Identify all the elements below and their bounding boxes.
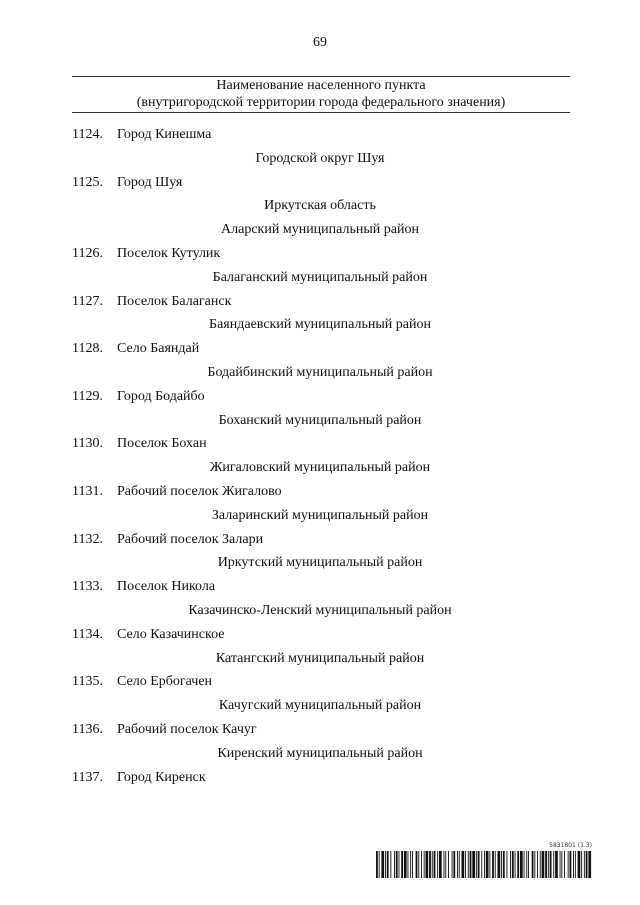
header-top-rule	[72, 76, 570, 77]
list-item	[0, 528, 640, 552]
column-header-line-1: Наименование населенного пункта	[216, 78, 426, 93]
settlement-name: Рабочий поселок Залари	[117, 531, 264, 547]
header-bottom-rule	[72, 112, 570, 113]
district-heading-text: Балаганский муниципальный район	[212, 269, 428, 285]
list-item	[0, 623, 640, 647]
settlement-name: Село Баяндай	[117, 341, 200, 357]
district-heading	[0, 647, 640, 671]
item-number: 1126.	[72, 245, 103, 261]
settlement-name: Город Киренск	[117, 769, 206, 785]
district-heading	[0, 313, 640, 337]
settlement-name: Город Бодайбо	[117, 388, 205, 404]
list-item	[0, 385, 640, 409]
district-heading	[0, 361, 640, 385]
district-heading-text: Казачинско-Ленский муниципальный район	[188, 602, 452, 618]
item-number: 1127.	[72, 293, 103, 309]
district-heading	[0, 456, 640, 480]
settlement-name: Рабочий поселок Качуг	[117, 721, 257, 737]
item-number: 1132.	[72, 531, 103, 547]
list-item	[0, 123, 640, 147]
barcode-block	[376, 842, 592, 882]
list-item	[0, 575, 640, 599]
list-item	[0, 432, 640, 456]
item-number: 1129.	[72, 388, 103, 404]
list-item	[0, 171, 640, 195]
list-item	[0, 718, 640, 742]
item-number: 1125.	[72, 174, 103, 190]
district-heading-text: Иркутский муниципальный район	[217, 555, 423, 571]
district-heading-text: Аларский муниципальный район	[221, 222, 419, 238]
column-header-line-2: (внутригородской территории города федерального значения)	[136, 95, 506, 110]
settlement-name: Город Шуя	[117, 174, 183, 190]
district-heading-text: Боханский муниципальный район	[218, 412, 422, 428]
list-item	[0, 242, 640, 266]
item-number: 1135.	[72, 674, 103, 690]
district-heading	[0, 147, 640, 171]
region-heading	[0, 194, 640, 218]
district-heading-text: Качугский муниципальный район	[218, 698, 422, 714]
district-heading	[0, 409, 640, 433]
district-heading-text: Баяндаевский муниципальный район	[209, 317, 431, 333]
list-item	[0, 670, 640, 694]
barcode-graphic	[376, 851, 592, 878]
district-heading-text: Жигаловский муниципальный район	[209, 460, 431, 476]
settlement-name: Рабочий поселок Жигалово	[117, 483, 282, 499]
item-number: 1134.	[72, 626, 103, 642]
settlement-name: Город Кинешма	[117, 127, 212, 142]
district-heading-text: Киренский муниципальный район	[217, 745, 423, 761]
settlement-name: Поселок Кутулик	[117, 245, 221, 261]
district-heading-text: Бодайбинский муниципальный район	[207, 364, 433, 380]
district-heading	[0, 742, 640, 766]
district-heading-text: Катангский муниципальный район	[215, 650, 425, 666]
item-number: 1131.	[72, 483, 103, 499]
settlement-name: Поселок Никола	[117, 579, 216, 595]
settlement-name: Село Казачинское	[117, 626, 225, 642]
district-heading-text: Заларинский муниципальный район	[211, 507, 429, 523]
item-number: 1136.	[72, 721, 103, 737]
item-number: 1128.	[72, 341, 103, 357]
settlement-name: Поселок Балаганск	[117, 293, 232, 309]
district-heading	[0, 504, 640, 528]
district-heading-text: Городской округ Шуя	[255, 150, 385, 166]
district-heading	[0, 218, 640, 242]
district-heading	[0, 599, 640, 623]
item-number: 1137.	[72, 769, 103, 785]
settlement-name: Поселок Бохан	[117, 436, 207, 452]
list-item	[0, 337, 640, 361]
list-item	[0, 290, 640, 314]
settlement-list	[0, 123, 640, 789]
item-number: 1130.	[72, 436, 103, 452]
region-heading-text: Иркутская область	[264, 198, 376, 214]
item-number: 1124.	[72, 127, 103, 142]
barcode-caption: 5831801 (1.3)	[549, 842, 592, 849]
district-heading	[0, 694, 640, 718]
district-heading	[0, 551, 640, 575]
list-item	[0, 766, 640, 790]
settlement-name: Село Ербогачен	[117, 674, 213, 690]
district-heading	[0, 266, 640, 290]
page-number: 69	[313, 35, 327, 50]
item-number: 1133.	[72, 579, 103, 595]
list-item	[0, 480, 640, 504]
